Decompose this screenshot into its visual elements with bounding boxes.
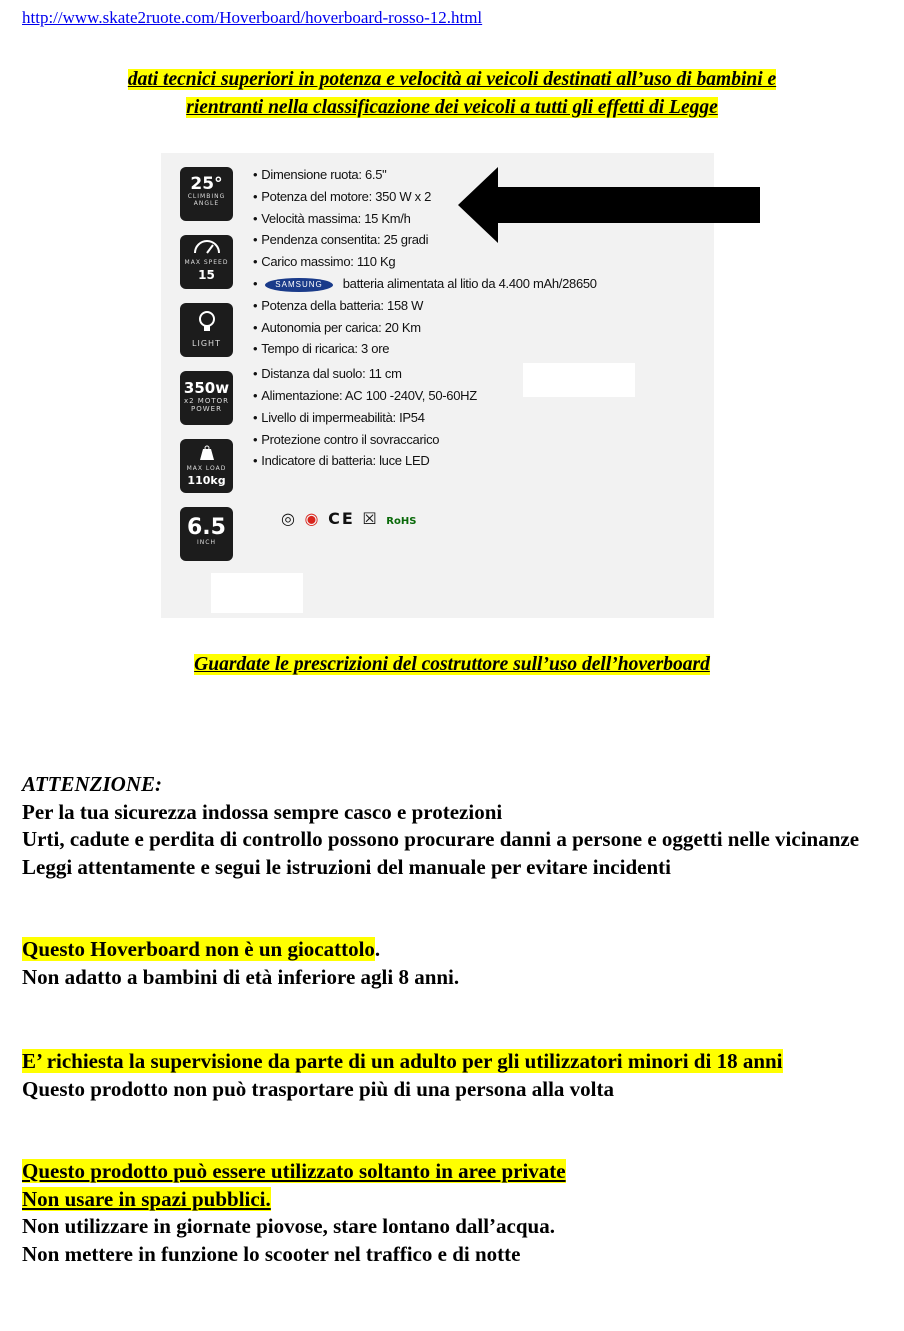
age-warning: Non adatto a bambini di età inferiore agli 8 anni. (22, 964, 460, 989)
spec-item: • Livello di impermeabilità: IP54 (253, 407, 597, 429)
wheel-size-icon: 6.5 INCH (180, 507, 233, 561)
spec-item: • Distanza dal suolo: 11 cm (253, 363, 597, 385)
spec-item: • Velocità massima: 15 Km/h (253, 208, 597, 230)
blank-patch (523, 363, 635, 397)
spec-item: • Pendenza consentita: 25 gradi (253, 229, 597, 251)
spec-item: • Tempo di ricarica: 3 ore (253, 338, 597, 360)
public-space-highlight: Non usare in spazi pubblici. (22, 1186, 271, 1211)
spec-item: • Protezione contro il sovraccarico (253, 429, 597, 451)
attention-heading: ATTENZIONE: (22, 772, 163, 796)
spec-item: • Dimensione ruota: 6.5" (253, 164, 597, 186)
source-link[interactable]: http://www.skate2ruote.com/Hoverboard/hoverboard-rosso-12.html (22, 8, 483, 27)
speedometer-icon: MAX SPEED 15 (180, 235, 233, 289)
title-line-1: dati tecnici superiori in potenza e velocità ai veicoli destinati all’uso di bambini e (127, 69, 777, 90)
spec-item: • Indicatore di batteria: luce LED (253, 450, 597, 472)
toy-warning: Questo Hoverboard non è un giocattolo. Non adatto a bambini di età inferiore agli 8 anni. (22, 936, 882, 991)
arrow-pointer-icon (458, 167, 760, 247)
motor-power-icon: 350w x2 MOTOR POWER (180, 371, 233, 425)
spec-item-battery: • SAMSUNG batteria alimentata al litio da 4.400 mAh/28650 (253, 273, 597, 295)
single-rider-warning: Questo prodotto non può trasportare più di una persona alla volta (22, 1076, 614, 1101)
attention-block (22, 771, 882, 881)
spec-item: • Autonomia per carica: 20 Km (253, 317, 597, 339)
toy-warning-highlight: Questo Hoverboard non è un giocattolo (22, 937, 375, 961)
light-bulb-icon: LIGHT (180, 303, 233, 357)
private-area-highlight: Questo prodotto può essere utilizzato soltanto in aree private (22, 1159, 566, 1183)
weight-icon: MAX LOAD 110kg (180, 439, 233, 493)
traffic-warning: Non mettere in funzione lo scooter nel traffico e di notte (22, 1241, 521, 1266)
subtitle: Guardate le prescrizioni del costruttore sull’uso dell’hoverboard (194, 654, 710, 675)
usage-area-warning (22, 1158, 882, 1268)
supervision-warning (22, 1048, 882, 1103)
climbing-angle-icon: 25° CLIMBING ANGLE (180, 167, 233, 221)
ul-mark-icon: ◎ (281, 509, 297, 528)
attention-line: Urti, cadute e perdita di controllo possono procurare danni a persone e oggetti nelle vicinanze (22, 827, 860, 851)
supervision-highlight: E’ richiesta la supervisione da parte di un adulto per gli utilizzatori minori di 18 anni (22, 1049, 783, 1073)
samsung-logo: SAMSUNG (265, 278, 332, 292)
rain-warning: Non utilizzare in giornate piovose, stare lontano dall’acqua. (22, 1214, 555, 1238)
attention-line: Per la tua sicurezza indossa sempre casco e protezioni (22, 799, 503, 824)
page-title (20, 66, 884, 122)
spec-item: • Potenza della batteria: 158 W (253, 295, 597, 317)
blank-patch (211, 573, 303, 613)
attention-line: Leggi attentamente e segui le istruzioni del manuale per evitare incidenti (22, 854, 671, 879)
ce-mark: CE (328, 509, 355, 528)
title-line-2: rientranti nella classificazione dei veicoli a tutti gli effetti di Legge (186, 97, 718, 118)
certification-seal-icon: ◉ (304, 509, 321, 528)
weee-bin-icon: ☒ (362, 509, 379, 528)
spec-item: • Carico massimo: 110 Kg (253, 251, 597, 273)
rohs-mark: RoHS (386, 516, 417, 527)
certification-marks (281, 509, 416, 528)
spec-image (161, 153, 714, 618)
spec-item: • Alimentazione: AC 100 -240V, 50-60HZ (253, 385, 597, 407)
spec-item: • Potenza del motore: 350 W x 2 (253, 186, 597, 208)
